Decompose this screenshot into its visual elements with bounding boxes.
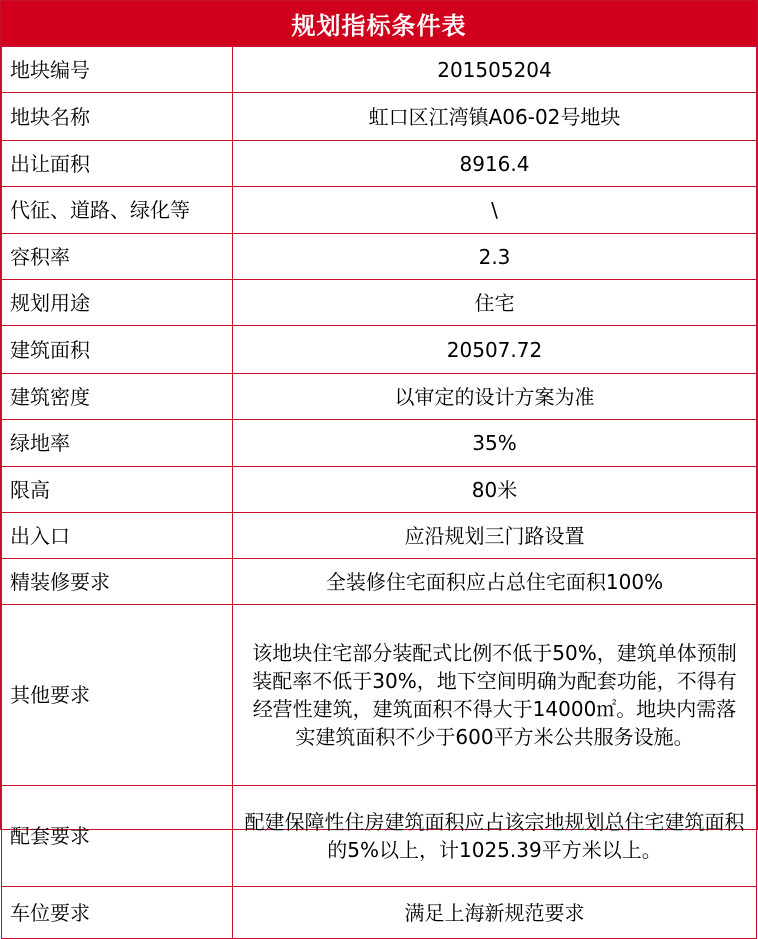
table-row [2, 141, 757, 187]
row-label-supporting-requirements: 配套要求 [2, 786, 233, 887]
table-row [2, 559, 757, 605]
row-label-plot-name: 地块名称 [2, 93, 233, 141]
row-value-plot-name: 虹口区江湾镇A06-02号地块 [233, 93, 757, 141]
row-label-transfer-area: 出让面积 [2, 141, 233, 187]
table-row [2, 420, 757, 467]
row-label-building-density: 建筑密度 [2, 374, 233, 420]
row-label-green-ratio: 绿地率 [2, 420, 233, 467]
table-row [2, 234, 757, 280]
table-row [2, 47, 757, 93]
row-label-height-limit: 限高 [2, 467, 233, 513]
row-label-levied-land: 代征、道路、绿化等 [2, 187, 233, 234]
table-row [2, 326, 757, 374]
row-value-plot-number: 201505204 [233, 47, 757, 93]
row-value-height-limit: 80米 [233, 467, 757, 513]
row-label-land-use: 规划用途 [2, 280, 233, 326]
row-label-plot-ratio: 容积率 [2, 234, 233, 280]
row-label-floor-area: 建筑面积 [2, 326, 233, 374]
table-row [2, 374, 757, 420]
row-value-fit-out: 全装修住宅面积应占总住宅面积100% [233, 559, 757, 605]
row-value-parking-requirements: 满足上海新规范要求 [233, 887, 757, 939]
row-label-entrance: 出入口 [2, 513, 233, 559]
row-label-fit-out: 精装修要求 [2, 559, 233, 605]
row-value-entrance: 应沿规划三门路设置 [233, 513, 757, 559]
row-value-floor-area: 20507.72 [233, 326, 757, 374]
table-row [2, 467, 757, 513]
row-value-green-ratio: 35% [233, 420, 757, 467]
table-row [2, 887, 757, 939]
row-label-parking-requirements: 车位要求 [2, 887, 233, 939]
row-label-plot-number: 地块编号 [2, 47, 233, 93]
row-value-plot-ratio: 2.3 [233, 234, 757, 280]
table-row [2, 93, 757, 141]
table-row [2, 786, 757, 887]
row-value-building-density: 以审定的设计方案为准 [233, 374, 757, 420]
row-value-supporting-requirements: 配建保障性住房建筑面积应占该宗地规划总住宅建筑面积的5%以上，计1025.39平方米以上。 [233, 786, 757, 887]
table-row [2, 280, 757, 326]
planning-indicator-table [1, 46, 757, 939]
table-row [2, 187, 757, 234]
row-value-levied-land: \ [233, 187, 757, 234]
row-value-other-requirements: 该地块住宅部分装配式比例不低于50%，建筑单体预制装配率不低于30%，地下空间明确为配套功能，不得有经营性建筑，建筑面积不得大于14000㎡。地块内需落实建筑面积不少于600平方米公共服务设施。 [233, 605, 757, 786]
table-row [2, 605, 757, 786]
row-value-land-use: 住宅 [233, 280, 757, 326]
row-label-other-requirements: 其他要求 [2, 605, 233, 786]
table-row [2, 513, 757, 559]
row-value-transfer-area: 8916.4 [233, 141, 757, 187]
table-title: 规划指标条件表 [1, 1, 757, 46]
